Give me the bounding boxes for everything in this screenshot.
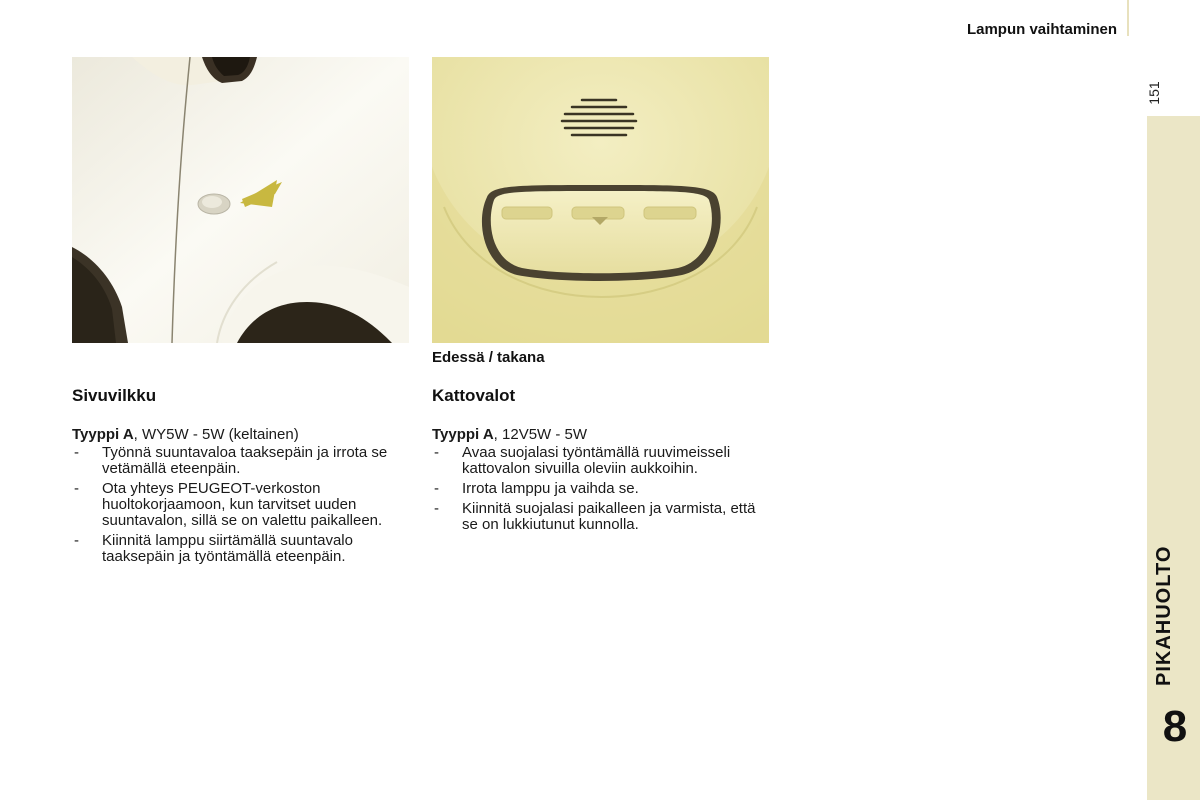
instruction-step: - Avaa suojalasi työntämällä ruuvimeisseli kattovalon sivuilla oleviin aukkoihin. xyxy=(432,445,762,477)
header-divider xyxy=(1127,0,1129,36)
bulb-type-value: , 12V5W - 5W xyxy=(493,426,588,443)
section-title: Sivuvilkku xyxy=(72,386,157,405)
page-number: 151 xyxy=(1146,81,1162,105)
bulb-type-line xyxy=(432,426,762,443)
side-indicator-section xyxy=(72,386,402,569)
instruction-step: - Ota yhteys PEUGEOT-verkoston huoltokorjaamoon, kun tarvitset uuden suuntavalon, sillä se on valettu paikalleen. xyxy=(72,481,402,529)
page-header-title: Lampun vaihtaminen xyxy=(966,21,1117,38)
ceiling-lamp-photo xyxy=(432,57,769,343)
section-title: Kattovalot xyxy=(432,386,516,405)
bulb-type-line xyxy=(72,426,402,443)
instruction-list xyxy=(432,445,762,533)
instruction-list xyxy=(72,445,402,565)
ceiling-lamp-section xyxy=(432,386,762,537)
instruction-step: - Kiinnitä suojalasi paikalleen ja varmista, että se on lukkiutunut kunnolla. xyxy=(432,501,762,533)
instruction-step: - Kiinnitä lamppu siirtämällä suuntavalo taaksepäin ja työntämällä eteenpäin. xyxy=(72,533,402,565)
chapter-number: 8 xyxy=(1162,702,1188,751)
bulb-type-label: Tyyppi A xyxy=(72,426,134,443)
instruction-step: - Irrota lamppu ja vaihda se. xyxy=(432,481,762,497)
photo-caption: Edessä / takana xyxy=(432,349,545,366)
chapter-label: PIKAHUOLTO xyxy=(1153,545,1175,686)
bulb-type-label: Tyyppi A xyxy=(432,426,494,443)
instruction-step: - Työnnä suuntavaloa taaksepäin ja irrota se vetämällä eteenpäin. xyxy=(72,445,402,477)
chapter-tab[interactable] xyxy=(1147,116,1200,800)
side-indicator-photo xyxy=(72,57,409,343)
bulb-type-value: , WY5W - 5W (keltainen) xyxy=(133,426,299,443)
